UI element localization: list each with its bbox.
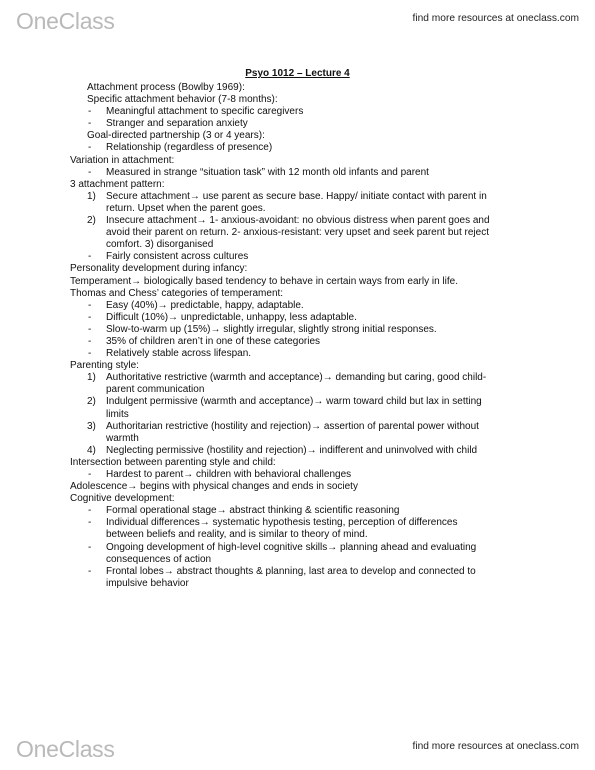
note-text: Ongoing development of high-level cognitive skills→ planning ahead and evaluating <box>106 541 477 553</box>
note-line <box>70 396 550 408</box>
note-line <box>70 578 550 590</box>
page-footer <box>16 736 579 764</box>
note-line <box>70 215 550 227</box>
note-text: Intersection between parenting style and child: <box>70 456 276 468</box>
note-text: Meaningful attachment to specific caregivers <box>106 106 304 118</box>
list-number: 2) <box>87 396 96 408</box>
note-text: Relationship (regardless of presence) <box>106 142 273 154</box>
note-text: Authoritarian restrictive (hostility and rejection)→ assertion of parental power without <box>106 420 479 432</box>
note-line <box>70 433 550 445</box>
page-header <box>16 8 579 36</box>
bullet-marker: - <box>88 348 92 360</box>
bullet-marker: - <box>88 106 92 118</box>
note-line <box>70 336 550 348</box>
note-line <box>70 409 550 421</box>
note-line <box>70 481 550 493</box>
header-tagline-link[interactable]: find more resources at oneclass.com <box>412 13 579 24</box>
note-line <box>70 324 550 336</box>
note-text: Adolescence→ begins with physical changes and ends in society <box>70 481 358 493</box>
note-text: Attachment process (Bowlby 1969): <box>87 82 245 93</box>
bullet-marker: - <box>88 323 92 335</box>
note-line <box>70 130 550 142</box>
note-text: Neglecting permissive (hostility and rejection)→ indifferent and uninvolved with child <box>106 444 478 456</box>
note-text: Individual differences→ systematic hypothesis testing, perception of differences <box>106 517 458 529</box>
note-line <box>70 155 550 167</box>
note-line <box>70 529 550 541</box>
note-text: Temperament→ biologically based tendency to behave in certain ways from early in life. <box>70 275 458 287</box>
bullet-marker: - <box>88 299 92 311</box>
note-line <box>70 288 550 300</box>
note-line <box>70 469 550 481</box>
note-text: Personality development during infancy: <box>70 263 248 275</box>
note-line <box>70 142 550 154</box>
note-text: Fairly consistent across cultures <box>106 251 249 263</box>
list-number: 1) <box>87 190 96 202</box>
note-line <box>70 312 550 324</box>
note-text: return. Upset when the parent goes. <box>106 202 266 214</box>
bullet-marker: - <box>88 517 92 529</box>
bullet-marker: - <box>88 335 92 347</box>
note-line <box>70 554 550 566</box>
note-line <box>70 421 550 433</box>
note-line <box>70 82 550 94</box>
note-line <box>70 445 550 457</box>
note-text: Thomas and Chess’ categories of temperament: <box>70 287 284 299</box>
bullet-marker: - <box>88 541 92 553</box>
note-line <box>70 276 550 288</box>
note-text: impulsive behavior <box>106 577 189 589</box>
note-line <box>70 227 550 239</box>
note-text: Hardest to parent→ children with behavioral challenges <box>106 469 352 480</box>
note-text: Formal operational stage→ abstract thinking & scientific reasoning <box>106 505 400 517</box>
note-line <box>70 179 550 191</box>
list-number: 2) <box>87 215 96 227</box>
bullet-marker: - <box>88 142 92 154</box>
bullet-marker: - <box>88 166 92 178</box>
note-text: Easy (40%)→ predictable, happy, adaptable. <box>106 299 304 311</box>
note-line <box>70 203 550 215</box>
note-text: comfort. 3) disorganised <box>106 239 214 251</box>
note-line <box>70 566 550 578</box>
note-line <box>70 348 550 360</box>
note-line <box>70 384 550 396</box>
list-number: 4) <box>87 444 96 456</box>
note-line <box>70 167 550 179</box>
note-text: Secure attachment→ use parent as secure base. Happy/ initiate contact with parent in <box>106 190 487 202</box>
note-text: limits <box>106 408 129 420</box>
note-line <box>70 505 550 517</box>
note-text: Indulgent permissive (warmth and acceptance)→ warm toward child but lax in setting <box>106 396 482 408</box>
note-text: Frontal lobes→ abstract thoughts & planning, last area to develop and connected to <box>106 565 476 577</box>
note-line <box>70 239 550 251</box>
note-line <box>70 457 550 469</box>
bullet-marker: - <box>88 118 92 130</box>
bullet-marker: - <box>88 505 92 517</box>
note-text: Parenting style: <box>70 360 139 372</box>
note-text: avoid their parent on return. 2- anxious-resistant: very upset and seek parent but reject <box>106 227 489 239</box>
oneclass-logo-footer[interactable]: OneClass <box>16 736 115 762</box>
note-line <box>70 263 550 275</box>
note-line <box>70 191 550 203</box>
note-text: 35% of children aren’t in one of these categories <box>106 335 321 347</box>
note-text: Cognitive development: <box>70 493 175 505</box>
note-text: Insecure attachment→ 1- anxious-avoidant: no obvious distress when parent goes and <box>106 215 490 227</box>
note-line <box>70 106 550 118</box>
note-line <box>70 517 550 529</box>
list-number: 3) <box>87 420 96 432</box>
bullet-marker: - <box>88 311 92 323</box>
note-line <box>70 372 550 384</box>
bullet-marker: - <box>88 469 92 480</box>
oneclass-logo[interactable]: OneClass <box>16 8 115 34</box>
note-line <box>70 300 550 312</box>
note-text: consequences of action <box>106 553 212 565</box>
footer-tagline-link[interactable]: find more resources at oneclass.com <box>412 741 579 752</box>
note-line <box>70 94 550 106</box>
note-text: between beliefs and reality, and is similar to theory of mind. <box>106 529 368 541</box>
note-text: 3 attachment pattern: <box>70 178 165 190</box>
bullet-marker: - <box>88 565 92 577</box>
note-text: Goal-directed partnership (3 or 4 years): <box>87 130 265 142</box>
note-line <box>70 542 550 554</box>
note-line <box>70 118 550 130</box>
note-text: Relatively stable across lifespan. <box>106 348 252 360</box>
note-text: Stranger and separation anxiety <box>106 118 248 130</box>
note-line <box>70 251 550 263</box>
note-text: Measured in strange “situation task” with 12 month old infants and parent <box>106 166 429 178</box>
note-text: Authoritative restrictive (warmth and acceptance)→ demanding but caring, good child- <box>106 372 487 384</box>
note-line <box>70 493 550 505</box>
note-text: Difficult (10%)→ unpredictable, unhappy, less adaptable. <box>106 311 357 323</box>
note-text: parent communication <box>106 384 205 396</box>
note-text: Variation in attachment: <box>70 154 175 166</box>
note-text: Specific attachment behavior (7-8 months): <box>87 94 278 106</box>
lecture-notes-body <box>70 82 550 590</box>
list-number: 1) <box>87 372 96 384</box>
note-text: Slow-to-warm up (15%)→ slightly irregular, slightly strong initial responses. <box>106 323 437 335</box>
document-title: Psyo 1012 – Lecture 4 <box>245 68 350 79</box>
note-line <box>70 360 550 372</box>
note-text: warmth <box>106 432 139 444</box>
bullet-marker: - <box>88 251 92 263</box>
